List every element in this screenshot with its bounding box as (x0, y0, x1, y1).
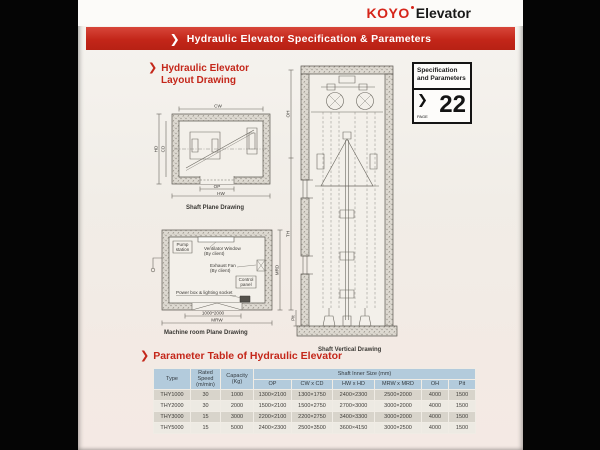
col-header-op: OP (254, 379, 292, 390)
cell-type: THY5000 (154, 423, 191, 434)
cell-capacity: 2000 (221, 401, 254, 412)
col-header-capacity: Capacity (Kg) (221, 369, 254, 390)
page-number: 22 (439, 91, 466, 118)
title-banner (86, 27, 515, 50)
parameter-chevron-icon: ❯ (140, 350, 150, 362)
ventilator-label-line1: Ventilator Window (204, 246, 241, 251)
section-chevron-icon: ❯ (148, 62, 158, 74)
dim-cw-label: CW (214, 103, 222, 109)
cell-capacity: 3000 (221, 412, 254, 423)
page-box-caption (414, 64, 470, 90)
cell-hwhd: 2400×2300 (333, 390, 375, 401)
banner-chevron-icon: ❯ (169, 31, 180, 46)
shaft-plane-caption: Shaft Plane Drawing (186, 205, 245, 211)
machine-room-svg (140, 224, 295, 328)
dim-oh-label: OH (285, 110, 291, 118)
shaft-vertical-svg (281, 58, 411, 348)
exhaust-label-line1: Exhaust Fan (210, 263, 236, 268)
control-label-line2: panel (240, 282, 252, 287)
col-header-shaft-size: Shaft Inner Size (mm) (254, 369, 476, 380)
cell-type: THY1000 (154, 390, 191, 401)
table-row (154, 401, 476, 412)
dim-th-label: TH (285, 230, 291, 238)
logo-mark-dot (411, 6, 414, 9)
col-header-hwhd: HW x HD (333, 379, 375, 390)
dim-mrd-label: MRD (274, 264, 280, 276)
control-label-line1: Control (238, 277, 254, 282)
cell-oh: 4000 (422, 412, 449, 423)
cell-oh: 4000 (422, 390, 449, 401)
page-box-line2: and Parameters (417, 75, 466, 82)
cell-op: 1300×2100 (254, 390, 292, 401)
col-header-oh: OH (422, 379, 449, 390)
layout-section-heading (148, 63, 288, 86)
col-header-pit: Pit (449, 379, 476, 390)
dim-cd-label: CD (160, 145, 166, 153)
page-box-line1: Specification (417, 67, 458, 74)
shaft-plane-svg (150, 102, 288, 202)
pump-label-line2: station (175, 247, 190, 252)
page-label: PAGE (417, 114, 428, 119)
dim-hw-label: HW (217, 191, 225, 196)
parameter-title: Parameter Table of Hydraulic Elevator (153, 350, 343, 362)
cell-hwhd: 3400×3300 (333, 412, 375, 423)
koyo-elevator-logo (367, 5, 471, 21)
cell-hwhd: 3600×4150 (333, 423, 375, 434)
table-row (154, 423, 476, 434)
cell-mrwmrd: 3000×2500 (375, 423, 422, 434)
cell-cwcd: 2500×3500 (292, 423, 333, 434)
page-box-chevron-icon: ❯ (417, 92, 428, 107)
col-header-type: Type (154, 369, 191, 390)
exhaust-label-line2: (By client) (210, 268, 231, 273)
layout-title-line1: Hydraulic Elevator (161, 63, 250, 74)
ventilator-label-line2: (By client) (204, 251, 225, 256)
cell-op: 2200×2100 (254, 412, 292, 423)
cell-oh: 4000 (422, 423, 449, 434)
parameter-table (153, 368, 476, 434)
dim-mrw-label: MRW (211, 317, 223, 323)
cell-mrwmrd: 3000×2000 (375, 401, 422, 412)
page (78, 0, 523, 450)
cell-cwcd: 2200×2750 (292, 412, 333, 423)
cell-capacity: 1000 (221, 390, 254, 401)
banner-title: Hydraulic Elevator Specification & Parameters (186, 32, 432, 45)
cell-cwcd: 1300×1750 (292, 390, 333, 401)
dim-pit-label: Pit (290, 315, 296, 321)
cell-type: THY3000 (154, 412, 191, 423)
col-header-cwcd: CW x CD (292, 379, 333, 390)
top-bar (78, 0, 523, 26)
dim-op-label: OP (213, 184, 221, 189)
logo-suffix: Elevator (415, 5, 471, 21)
cell-capacity: 5000 (221, 423, 254, 434)
shaft-plane-drawing (150, 102, 288, 202)
cell-speed: 15 (191, 412, 221, 423)
table-row (154, 412, 476, 423)
dim-inner-label: 1000*2000 (201, 310, 225, 316)
cell-speed: 30 (191, 390, 221, 401)
logo-brand: KOYO (366, 5, 410, 21)
page-box-number-area (414, 90, 470, 122)
page-number-box (412, 62, 472, 124)
cell-speed: 30 (191, 401, 221, 412)
parameter-section-heading (140, 351, 420, 363)
cell-oh: 4000 (422, 401, 449, 412)
cell-hwhd: 2700×3000 (333, 401, 375, 412)
cell-pit: 1500 (449, 390, 476, 401)
table-header-row-1 (154, 369, 476, 380)
cell-pit: 1500 (449, 423, 476, 434)
machine-room-caption: Machine room Plane Drawing (164, 330, 248, 336)
cell-op: 1500×2100 (254, 401, 292, 412)
power-label: Power box & lighting socket (176, 290, 233, 295)
layout-title-line2: Layout Drawing (161, 74, 237, 86)
cell-speed: 15 (191, 423, 221, 434)
cell-op: 2400×2300 (254, 423, 292, 434)
machine-room-drawing (140, 224, 295, 328)
cell-type: THY2000 (154, 401, 191, 412)
cell-cwcd: 1500×2750 (292, 401, 333, 412)
table-row (154, 390, 476, 401)
shaft-vertical-drawing (281, 58, 411, 348)
col-header-mrwmrd: MRW x MRD (375, 379, 422, 390)
pump-label-line1: Pump (176, 242, 189, 247)
cell-mrwmrd: 3000×2000 (375, 412, 422, 423)
cell-pit: 1500 (449, 412, 476, 423)
shaft-vertical-caption: Shaft Vertical Drawing (318, 347, 382, 353)
cell-pit: 1500 (449, 401, 476, 412)
col-header-speed: Rated Speed (m/min) (191, 369, 221, 390)
dim-hd-label: HD (153, 145, 159, 153)
cell-mrwmrd: 2500×2000 (375, 390, 422, 401)
